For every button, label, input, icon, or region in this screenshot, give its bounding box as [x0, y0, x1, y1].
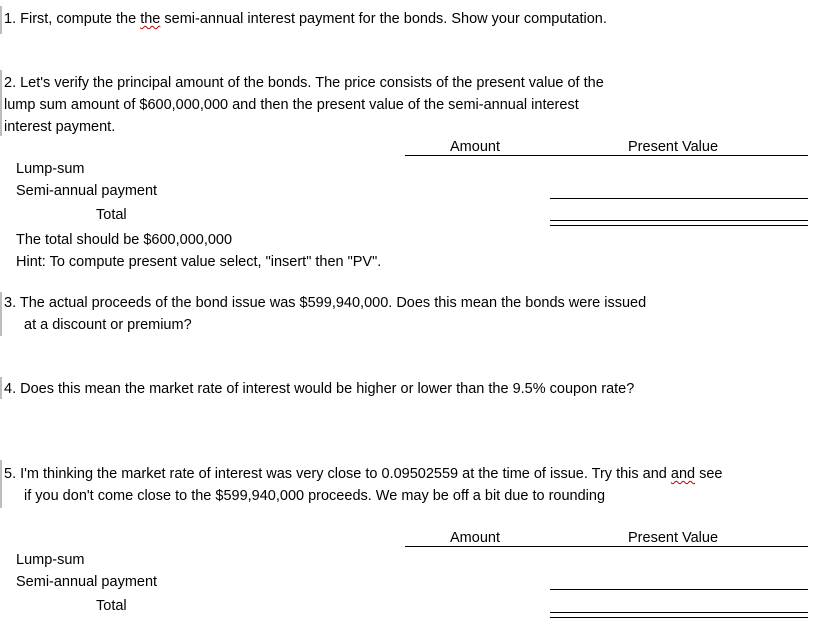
spelling-flag-the: the [140, 11, 161, 27]
table2-pv-header: Present Value [628, 530, 719, 546]
cell-border-q1 [0, 6, 2, 34]
total-note: The total should be $600,000,000 [16, 232, 233, 248]
table1-subtotal-rule [550, 198, 808, 199]
question-5-line-1: 5. I'm thinking the market rate of interest was very close to 0.09502559 at the time of issue. Try this and and see [4, 466, 723, 482]
table2-header-rule [405, 546, 808, 547]
question-2-line-1: 2. Let's verify the principal amount of the bonds. The price consists of the present value of the [4, 75, 604, 91]
table1-row-total: Total [96, 207, 127, 223]
question-3-line-2: at a discount or premium? [24, 317, 192, 333]
cell-border-q5 [0, 460, 2, 508]
table1-header-rule [405, 155, 808, 156]
table1-amount-header: Amount [450, 139, 500, 155]
table2-total-double-rule [550, 612, 808, 618]
spelling-flag-and: and [670, 466, 696, 482]
table1-total-double-rule [550, 220, 808, 226]
table1-row-semi-annual: Semi-annual payment [16, 183, 158, 199]
question-4: 4. Does this mean the market rate of interest would be higher or lower than the 9.5% coupon rate? [4, 381, 635, 397]
table2-row-total: Total [96, 598, 127, 614]
question-5-line-2: if you don't come close to the $599,940,000 proceeds. We may be off a bit due to rounding [24, 488, 606, 504]
question-3-line-1: 3. The actual proceeds of the bond issue was $599,940,000. Does this mean the bonds were issued [4, 295, 647, 311]
table2-amount-header: Amount [450, 530, 500, 546]
question-2-line-2: lump sum amount of $600,000,000 and then the present value of the semi-annual interest [4, 97, 579, 113]
table2-row-semi-annual: Semi-annual payment [16, 574, 158, 590]
hint-note: Hint: To compute present value select, "insert" then "PV". [16, 254, 382, 270]
table1-row-lump-sum: Lump-sum [16, 161, 85, 177]
table2-row-lump-sum: Lump-sum [16, 552, 85, 568]
cell-border-q2 [0, 70, 2, 136]
table2-subtotal-rule [550, 589, 808, 590]
question-1: 1. First, compute the the semi-annual interest payment for the bonds. Show your computation. [4, 11, 607, 27]
cell-border-q3 [0, 292, 2, 336]
question-2-line-3: interest payment. [4, 119, 116, 135]
cell-border-q4 [0, 377, 2, 399]
table1-pv-header: Present Value [628, 139, 719, 155]
